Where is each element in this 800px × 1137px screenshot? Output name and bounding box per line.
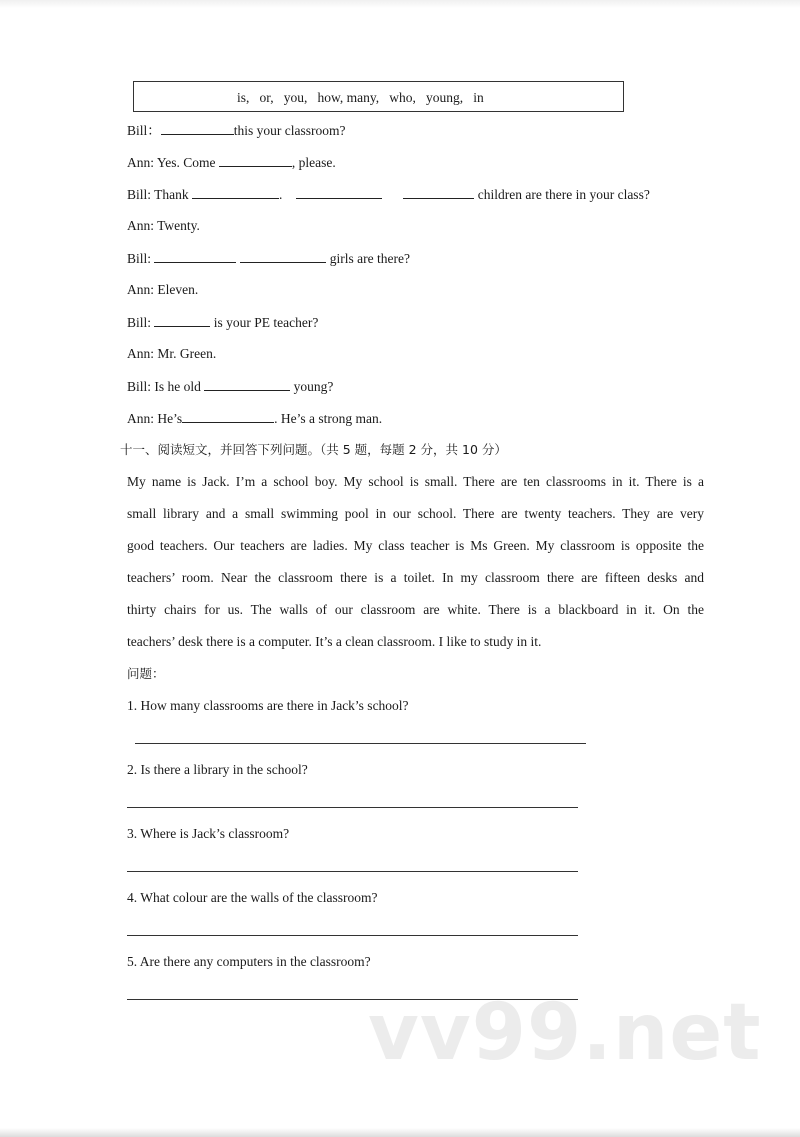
word-bank: is, or, you, how, many, who, young, in [237,90,484,105]
dialogue-text: is your PE teacher? [210,315,319,330]
question-5: 5. Are there any computers in the classroom? [127,954,371,969]
answer-line-2[interactable] [127,807,578,808]
dialogue-line-8 [127,345,216,363]
dialogue-text: Bill: Is he old [127,379,205,394]
section-heading: 十一、阅读短文，并回答下列问题。（共 5 题，每题 2 分，共 10 分） [120,442,507,457]
passage-line: small library and a small swimming pool in our school. There are twenty teachers. They are very [127,506,704,521]
passage-line: teachers’ desk there is a computer. It’s a clean classroom. I like to study in it. [127,634,542,649]
page-bottom-shadow [0,1128,800,1137]
answer-blank[interactable] [240,249,326,263]
dialogue-line-2 [127,153,336,172]
passage-line: thirty chairs for us. The walls of our classroom are white. There is a blackboard in it. On the [127,602,704,617]
dialogue-text: Ann: Eleven. [127,282,199,297]
answer-line-4[interactable] [127,935,578,936]
word-bank-box [133,81,624,112]
dialogue-line-7 [127,313,318,332]
dialogue-text: . He’s a strong man. [274,411,383,426]
answer-blank[interactable] [154,249,236,263]
dialogue-text: young? [290,379,334,394]
dialogue-text: children are there in your class? [474,187,650,202]
dialogue-line-3 [127,185,650,204]
dialogue-text: Ann: Yes. Come [127,155,219,170]
answer-blank[interactable] [204,377,290,391]
question-1: 1. How many classrooms are there in Jack’s school? [127,698,409,713]
question-2: 2. Is there a library in the school? [127,762,308,777]
dialogue-text: Ann: Mr. Green. [127,346,217,361]
passage-line: good teachers. Our teachers are ladies. My class teacher is Ms Green. My classroom is opposite the [127,538,704,553]
answer-blank[interactable] [192,185,279,199]
dialogue-text: . [279,187,283,202]
answer-blank[interactable] [182,409,274,423]
question-4: 4. What colour are the walls of the classroom? [127,890,378,905]
dialogue-line-9 [127,377,333,396]
dialogue-text: , please. [291,155,336,170]
answer-blank[interactable] [154,313,210,327]
dialogue-text: Bill: [127,251,155,266]
answer-blank[interactable] [403,185,474,199]
dialogue-line-1 [127,121,346,140]
dialogue-text: girls are there? [326,251,410,266]
dialogue-text: Bill： [127,123,161,138]
question-3: 3. Where is Jack’s classroom? [127,826,290,841]
answer-line-3[interactable] [127,871,578,872]
dialogue-text: Bill: Thank [127,187,193,202]
questions-label: 问题： [127,666,165,681]
answer-line-1[interactable] [135,743,586,744]
dialogue-line-5 [127,249,410,268]
answer-blank[interactable] [219,153,292,167]
passage-line: teachers’ room. Near the classroom there is a toilet. In my classroom there are fifteen desks and [127,570,704,585]
answer-blank[interactable] [161,121,234,135]
answer-blank[interactable] [296,185,382,199]
dialogue-text: Ann: He’s [127,411,183,426]
dialogue-line-6 [127,281,198,299]
dialogue-text: Bill: [127,315,155,330]
dialogue-line-10 [127,409,382,428]
page-top-shadow [0,0,800,8]
dialogue-text: this your classroom? [233,123,346,138]
dialogue-text: Ann: Twenty. [127,218,200,233]
dialogue-line-4 [127,217,200,235]
passage-line: My name is Jack. I’m a school boy. My school is small. There are ten classrooms in it. There is a [127,474,704,489]
watermark: vv99.net [368,988,762,1078]
